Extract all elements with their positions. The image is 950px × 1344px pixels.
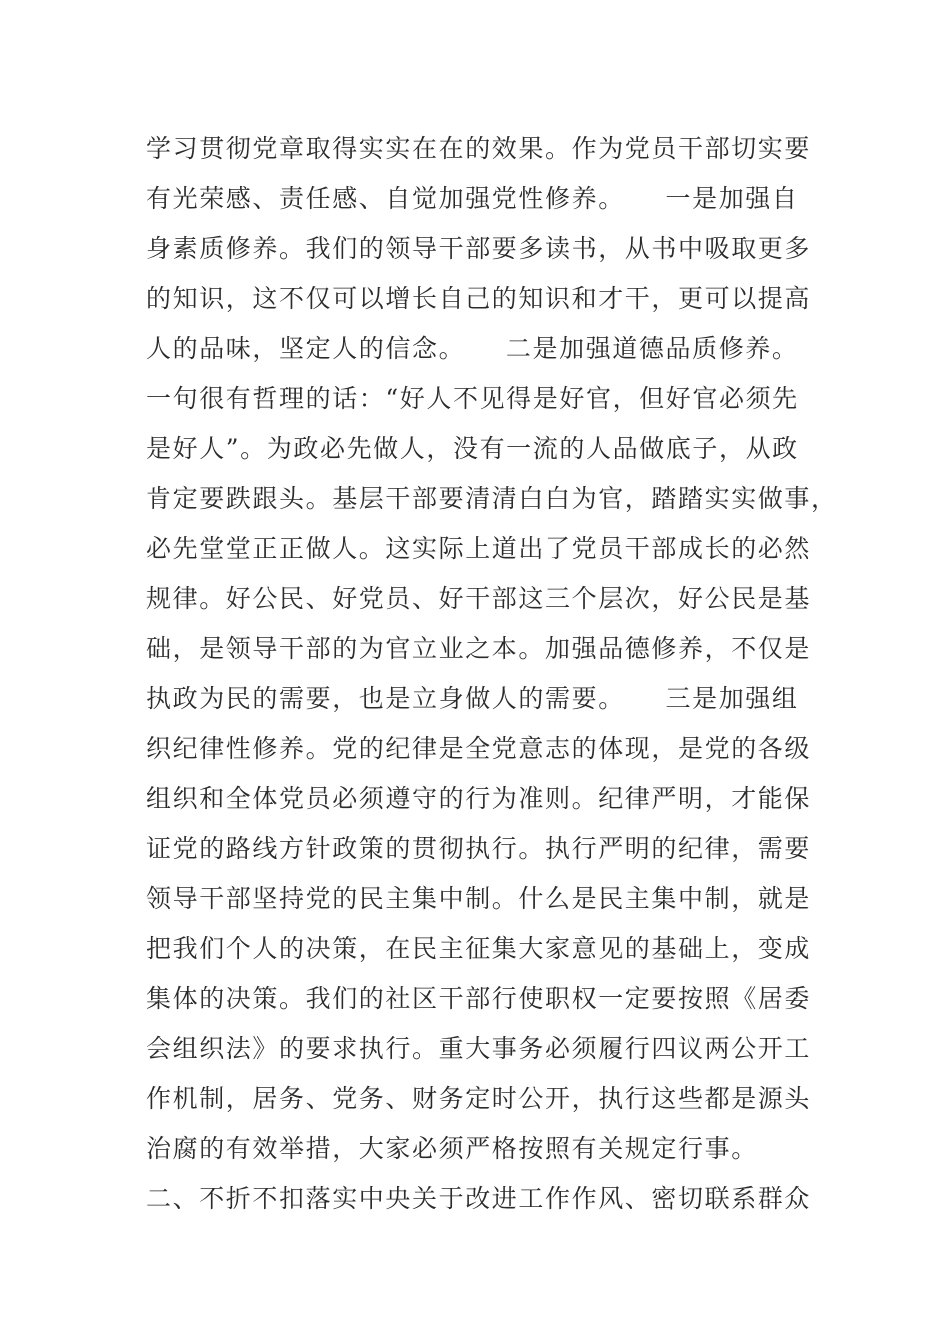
text-line: 肯定要跌跟头。基层干部要清清白白为官，踏踏实实做事， [146, 484, 838, 513]
text-line: 治腐的有效举措，大家必须严格按照有关规定行事。 [146, 1134, 758, 1163]
text-line: 组织和全体党员必须遵守的行为准则。纪律严明，才能保 [146, 784, 812, 813]
text-line: 础，是领导干部的为官立业之本。加强品德修养，不仅是 [146, 634, 812, 663]
text-line: 执政为民的需要，也是立身做人的需要。 三是加强组 [146, 684, 799, 713]
text-line: 领导干部坚持党的民主集中制。什么是民主集中制，就是 [146, 884, 812, 913]
section-heading: 二、不折不扣落实中央关于改进工作作风、密切联系群众 [146, 1184, 812, 1213]
text-line: 的知识，这不仅可以增长自己的知识和才干，更可以提高 [146, 284, 812, 313]
text-line: 有光荣感、责任感、自觉加强党性修养。 一是加强自 [146, 184, 799, 213]
text-line: 把我们个人的决策，在民主征集大家意见的基础上，变成 [146, 934, 812, 963]
text-line: 集体的决策。我们的社区干部行使职权一定要按照《居委 [146, 984, 812, 1013]
body-text [146, 124, 838, 1224]
text-line: 身素质修养。我们的领导干部要多读书，从书中吸取更多 [146, 234, 812, 263]
text-line: 作机制，居务、党务、财务定时公开，执行这些都是源头 [146, 1084, 812, 1113]
text-line: 会组织法》的要求执行。重大事务必须履行四议两公开工 [146, 1034, 812, 1063]
text-line: 证党的路线方针政策的贯彻执行。执行严明的纪律，需要 [146, 834, 812, 863]
text-line: 织纪律性修养。党的纪律是全党意志的体现，是党的各级 [146, 734, 812, 763]
text-line: 规律。好公民、好党员、好干部这三个层次，好公民是基 [146, 584, 812, 613]
text-line: 一句很有哲理的话：“好人不见得是好官，但好官必须先 [146, 384, 799, 413]
text-line: 学习贯彻党章取得实实在在的效果。作为党员干部切实要 [146, 134, 812, 163]
text-line: 人的品味，坚定人的信念。 二是加强道德品质修养。 [146, 334, 799, 363]
text-line: 必先堂堂正正做人。这实际上道出了党员干部成长的必然 [146, 534, 812, 563]
text-line: 是好人”。为政必先做人，没有一流的人品做底子，从政 [146, 434, 799, 463]
